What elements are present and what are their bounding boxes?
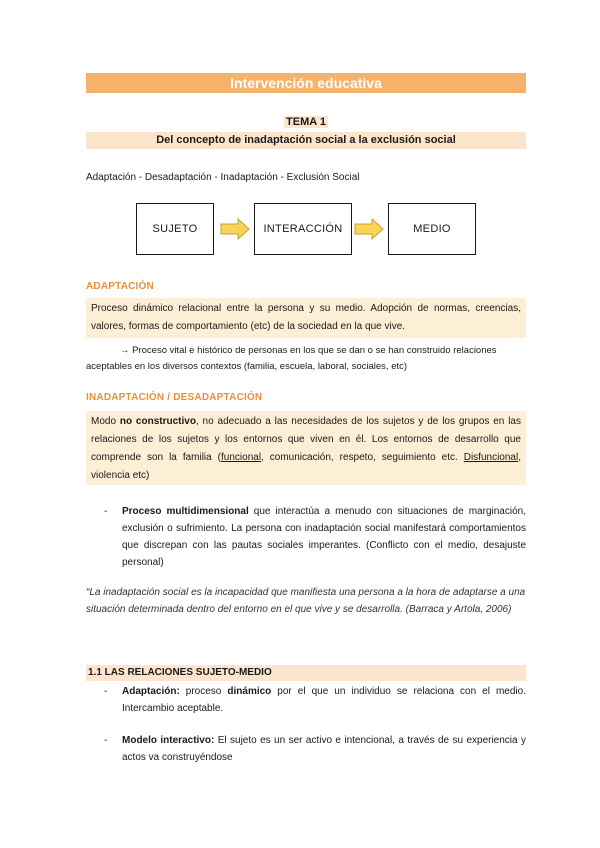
list-item-text <box>122 683 526 717</box>
bullet-dash: - <box>104 506 108 517</box>
adaptacion-heading: ADAPTACIÓN <box>86 281 154 292</box>
list-item <box>86 732 526 766</box>
def-funcional: funcional <box>221 452 262 463</box>
section-1-1-heading: 1.1 LAS RELACIONES SUJETO-MEDIO <box>86 665 526 681</box>
diagram-box-interaccion: INTERACCIÓN <box>254 203 352 255</box>
bullet-bold: Proceso multidimensional <box>122 506 249 517</box>
subject-medium-diagram <box>136 203 476 255</box>
item-label: Modelo interactivo: <box>122 735 215 746</box>
item-pre: proceso <box>179 686 228 697</box>
def-intro: Modo <box>91 416 120 427</box>
definition-quote: “La inadaptación social es la incapacidad que manifiesta una persona a la hora de adaptarse a una situación determinada dentro del entorno en el que vive y se desarrolla. (Barraca y Artola, 2006) <box>86 587 526 615</box>
item-bold: dinámico <box>227 686 272 697</box>
def-end: , violencia etc) <box>91 452 521 481</box>
inadaptacion-heading: INADAPTACIÓN / DESADAPTACIÓN <box>86 392 263 403</box>
list-item-text <box>122 732 526 766</box>
tema-label <box>86 116 526 129</box>
sequence-line: Adaptación - Desadaptación - Inadaptación - Exclusión Social <box>86 172 360 183</box>
def-disfuncional: Disfuncional <box>463 452 519 463</box>
arrow-right-icon <box>354 218 384 240</box>
diagram-box-medio: MEDIO <box>388 203 476 255</box>
diagram-box-sujeto: SUJETO <box>136 203 214 255</box>
item-label: Adaptación: <box>122 686 180 697</box>
def-mid2: , comunicación, respeto, seguimiento etc. <box>261 452 464 463</box>
course-title-banner: Intervención educativa <box>86 73 526 93</box>
bullet-text <box>122 503 526 571</box>
arrow-right-icon <box>220 218 250 240</box>
bullet-dash: - <box>104 686 108 697</box>
tema-subtitle: Del concepto de inadaptación social a la exclusión social <box>86 132 526 149</box>
adaptacion-definition: Proceso dinámico relacional entre la persona y su medio. Adopción de normas, creencias, valores, formas de comportamiento (etc) de la sociedad en la que vive. <box>86 298 526 338</box>
multidimensional-bullet <box>86 503 526 571</box>
bullet-rest: que interactúa a menudo con situaciones de marginación, exclusión o sufrimiento. La persona con inadaptación social manifestará comportamientos que discrepan con las pautas sociales imperantes. (Conflicto con el medio, desajuste personal) <box>122 506 526 568</box>
item-rest: por el que un individuo se relaciona con el medio. Intercambio aceptable. <box>122 686 526 714</box>
def-mid: , no adecuado a las necesidades de los sujetos y de los grupos en las relaciones de los sujetos y los entornos que viven en él. Los entornos de desarrollo que comprende son la familia ( <box>91 416 521 463</box>
item-rest: El sujeto es un ser activo e intencional, a través de su experiencia y actos va construyéndose <box>122 735 526 763</box>
adaptacion-note: → Proceso vital e histórico de personas en los que se dan o se han construido relaciones aceptables en los diversos contextos (familia, escuela, laboral, sociales, etc) <box>86 345 497 372</box>
def-bold: no constructivo <box>119 416 196 427</box>
tema-label-text: TEMA 1 <box>286 116 326 128</box>
list-item <box>86 683 526 717</box>
inadaptacion-definition <box>86 411 526 485</box>
bullet-dash: - <box>104 735 108 746</box>
